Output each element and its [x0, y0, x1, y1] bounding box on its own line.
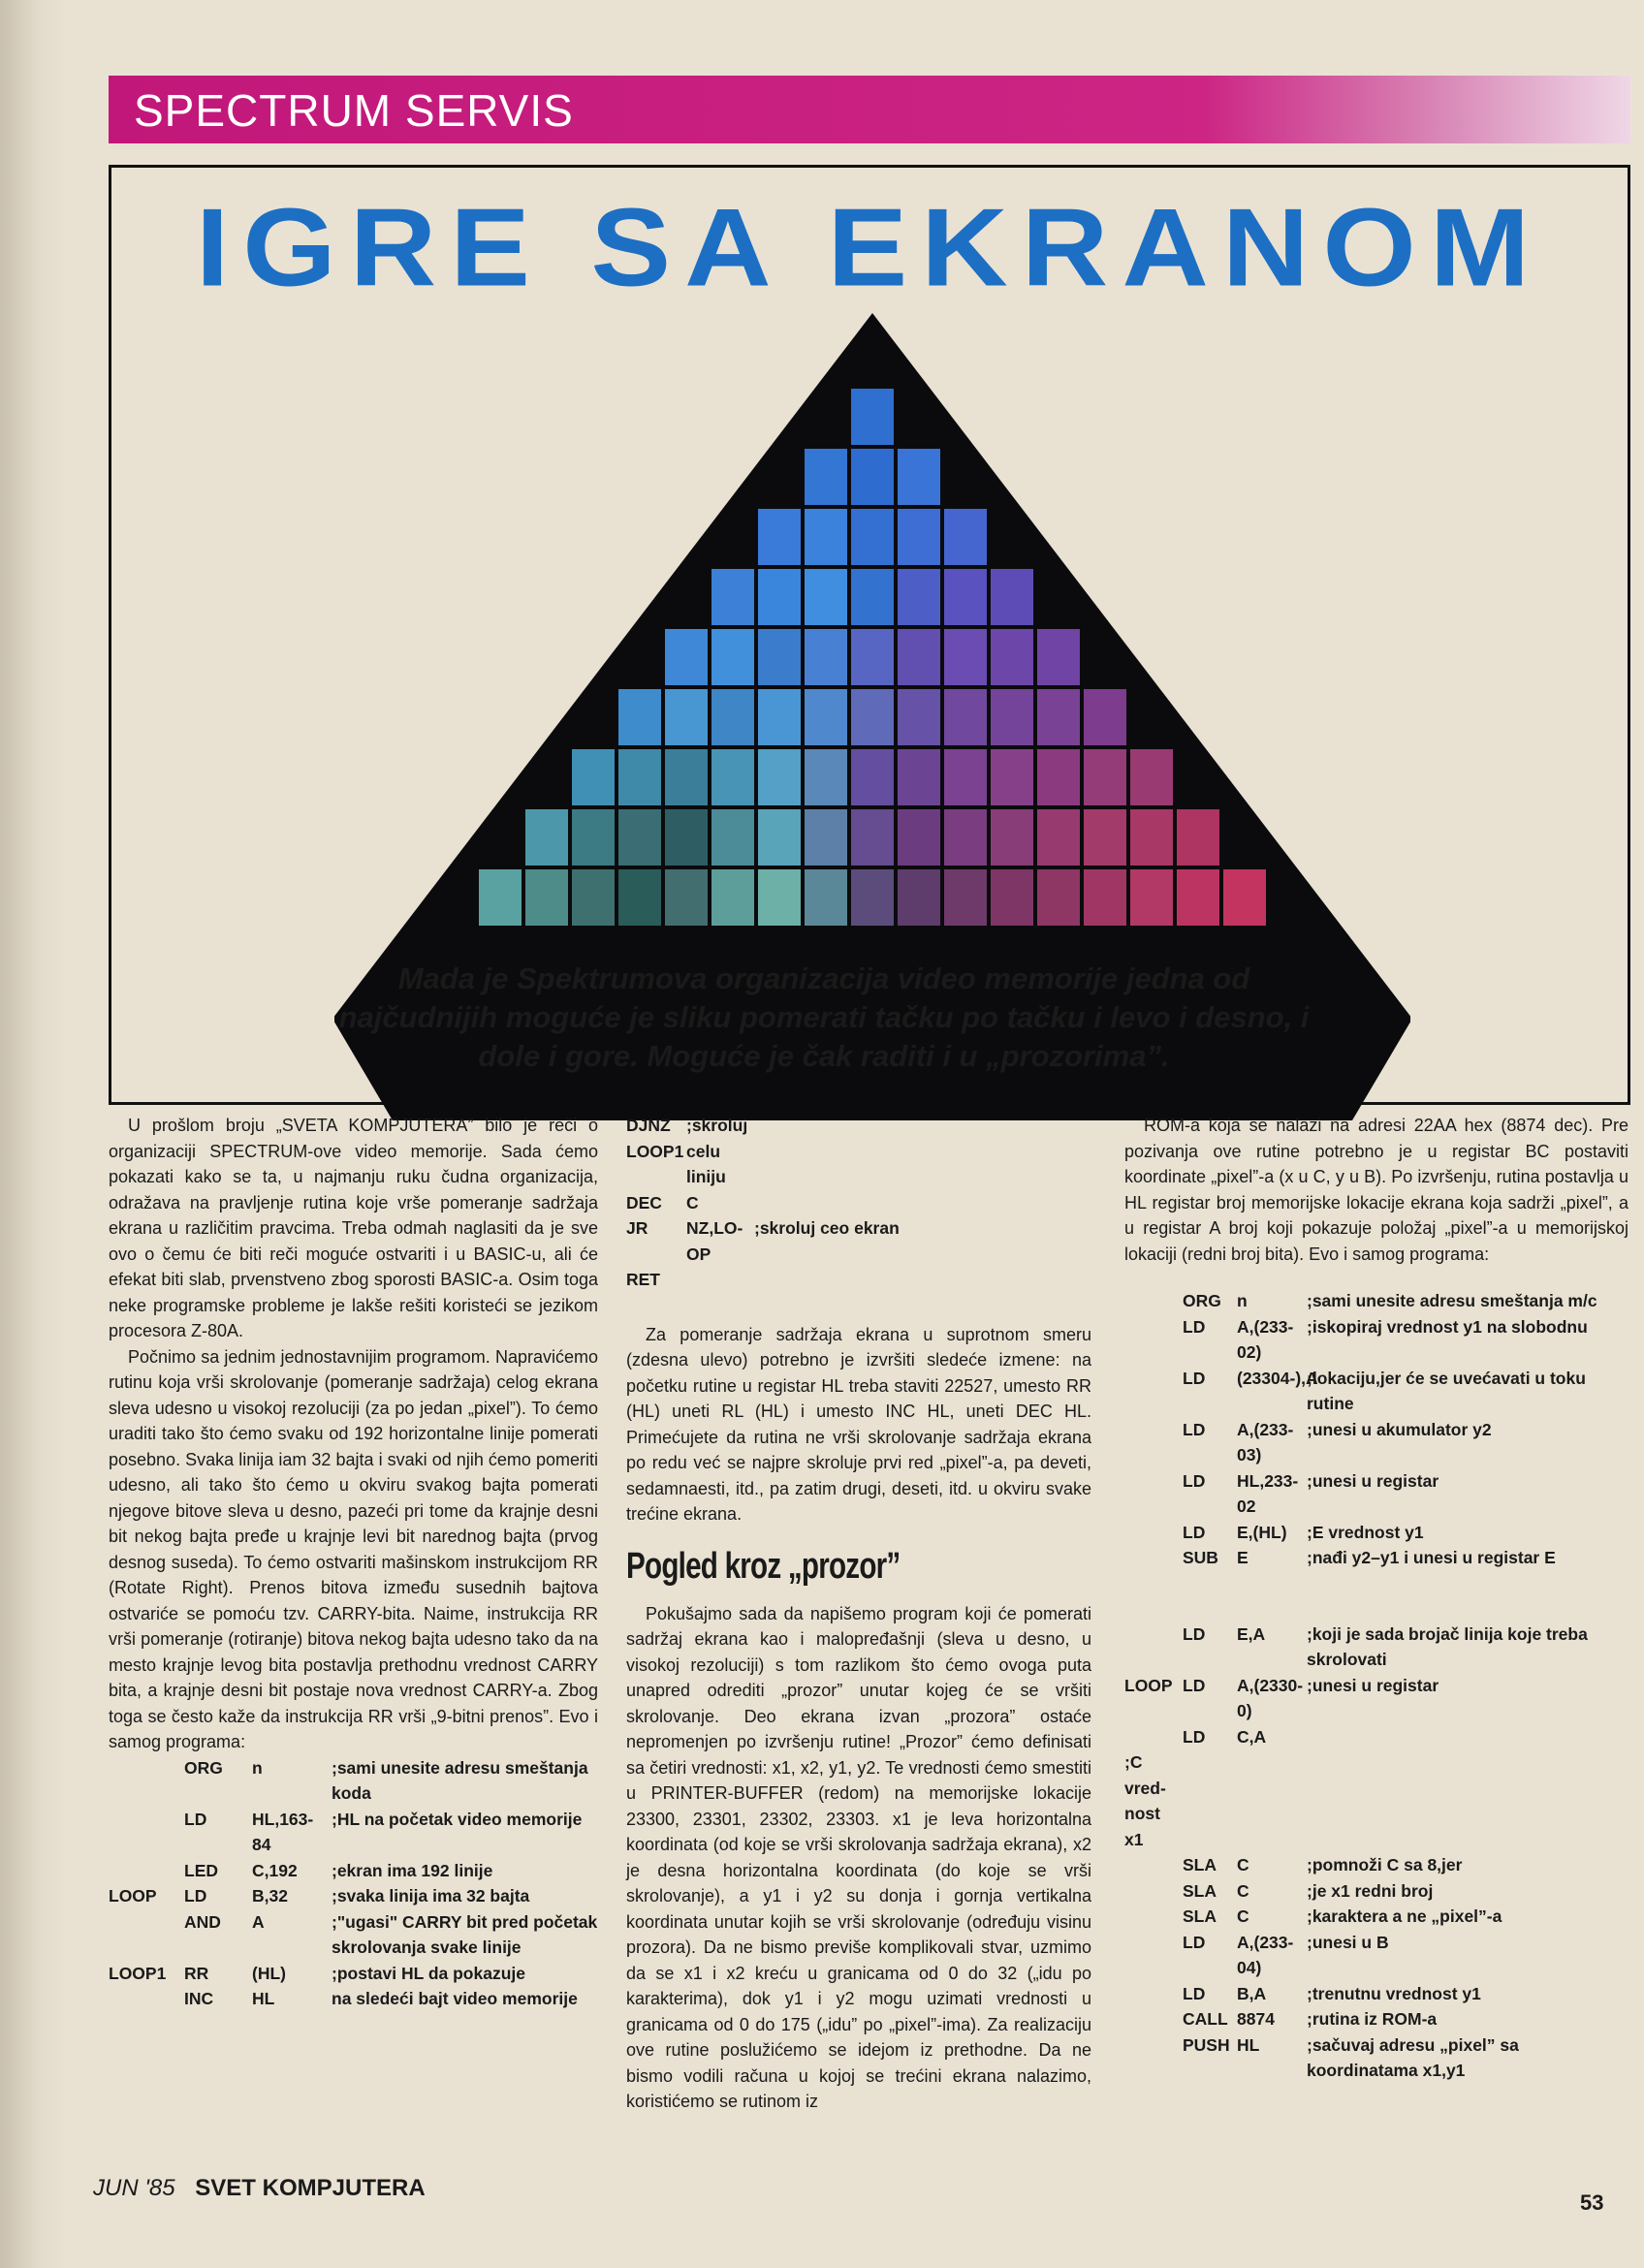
pyramid-cell	[1084, 749, 1126, 805]
code-cell: ;skroluj	[686, 1116, 748, 1135]
pyramid-cell	[898, 629, 940, 685]
code-cell: SLA	[1183, 1855, 1217, 1874]
pyramid-cell	[1037, 749, 1080, 805]
pyramid-cell	[758, 869, 801, 926]
code-cell	[1183, 1749, 1237, 1852]
code-cell: ;trenutnu vrednost y1	[1307, 1983, 1481, 2003]
code-cell: NZ,LO-	[686, 1218, 743, 1238]
pyramid-cell	[805, 629, 847, 685]
pyramid-cell	[758, 629, 801, 685]
code-cell: C	[686, 1192, 699, 1213]
pyramid-cell	[618, 749, 661, 805]
code-line	[109, 1883, 598, 1909]
pyramid-cell	[1177, 869, 1219, 926]
code-line	[109, 1858, 598, 1884]
code-cell	[1124, 1930, 1183, 1981]
pyramid-cell	[1037, 689, 1080, 745]
code-cell: LOOP1	[626, 1141, 684, 1161]
code-line	[1124, 1288, 1628, 1314]
code-cell: DEC	[626, 1192, 662, 1213]
pyramid-cell	[665, 629, 708, 685]
pyramid-cell	[1130, 749, 1173, 805]
code-line	[109, 1807, 598, 1858]
pyramid-cell	[851, 869, 894, 926]
pyramid-cell	[711, 569, 754, 625]
code-line	[1124, 1749, 1628, 1852]
code-line	[1124, 1622, 1628, 1673]
code-line	[626, 1267, 1091, 1293]
code-cell	[1307, 1724, 1628, 1750]
code-cell	[1124, 1724, 1183, 1750]
code-cell: (HL)	[252, 1963, 286, 1983]
pyramid-cell	[944, 509, 987, 565]
code-line	[1124, 1520, 1628, 1546]
code-cell: E,(HL)	[1237, 1522, 1287, 1542]
middle-column	[626, 1113, 1091, 2115]
code-cell: CALL	[1183, 2009, 1228, 2029]
code-cell	[1183, 1571, 1237, 1622]
issue-date: JUN '85	[93, 2175, 175, 2201]
code-cell: LED	[184, 1860, 218, 1880]
code-line	[1124, 1314, 1628, 1366]
code-cell	[1237, 1571, 1307, 1622]
code-cell	[1124, 1520, 1183, 1546]
pyramid-cell	[758, 509, 801, 565]
pyramid-cell	[805, 509, 847, 565]
pyramid-cell	[758, 809, 801, 866]
code-cell: ;je x1 redni broj	[1307, 1880, 1434, 1901]
pyramid-cell	[805, 809, 847, 866]
pyramid-cells	[479, 389, 1266, 926]
code-cell: ;unesi u registar	[1307, 1675, 1439, 1695]
code-cell: ;nađi y2–y1 i unesi u registar E	[1307, 1548, 1556, 1567]
code-listing-1	[109, 1755, 603, 2012]
pyramid-cell	[944, 569, 987, 625]
code-cell	[1124, 1878, 1183, 1905]
code-cell: LD	[1183, 1522, 1206, 1542]
code-cell: ;koji je sada brojač linija koje treba skrolovati	[1307, 1623, 1593, 1669]
pyramid-cell	[851, 389, 894, 445]
code-cell: na sledeći bajt video memorije	[332, 1989, 578, 2008]
code-cell	[1124, 1904, 1183, 1930]
code-cell: E,A	[1237, 1623, 1266, 1644]
code-cell: ORG	[1183, 1291, 1221, 1310]
pyramid-cell	[991, 569, 1033, 625]
pyramid-cell	[525, 869, 568, 926]
code-cell: LD	[1183, 1726, 1206, 1747]
page-number: 53	[1580, 2190, 1604, 2215]
code-line	[626, 1164, 1091, 1190]
code-cell: DJNZ	[626, 1116, 671, 1135]
code-cell: AND	[184, 1911, 221, 1932]
code-listing-2	[1124, 1288, 1628, 2084]
pyramid-cell	[991, 869, 1033, 926]
pyramid-cell	[805, 869, 847, 926]
code-cell: LD	[1183, 1368, 1206, 1388]
code-cell: ;sami unesite adresu smeštanja m/c	[1307, 1291, 1597, 1310]
code-cell: SLA	[1183, 1906, 1217, 1926]
pyramid-cell	[711, 809, 754, 866]
pyramid-cell	[1084, 809, 1126, 866]
pyramid-cell	[944, 629, 987, 685]
code-line	[626, 1113, 1091, 1139]
code-cell	[1307, 1749, 1628, 1852]
code-cell: HL,163-84	[252, 1809, 314, 1854]
pyramid-cell	[805, 449, 847, 505]
code-cell	[109, 1986, 184, 2012]
pyramid-cell	[805, 569, 847, 625]
pyramid-cell	[1177, 809, 1219, 866]
code-cell	[626, 1164, 686, 1190]
code-cell: LOOP	[1124, 1675, 1173, 1695]
pyramid-cell	[1130, 869, 1173, 926]
pyramid-cell	[898, 869, 940, 926]
pyramid-cell	[1084, 869, 1126, 926]
code-cell: C,A	[1237, 1726, 1267, 1747]
code-line	[1124, 1366, 1628, 1417]
pyramid-cell	[711, 869, 754, 926]
code-cell: LD	[1183, 1316, 1206, 1337]
pyramid-cell	[1037, 809, 1080, 866]
pyramid-cell	[851, 509, 894, 565]
code-cell: ;sačuvaj adresu „pixel” sa koordinatama x1,y1	[1307, 2034, 1524, 2080]
code-cell: ;unesi u registar	[1307, 1470, 1439, 1491]
code-cell	[1124, 1288, 1183, 1314]
code-cell: B,A	[1237, 1983, 1267, 2003]
code-cell: LD	[184, 1809, 207, 1829]
code-cell	[754, 1190, 1091, 1216]
code-line	[1124, 1571, 1628, 1622]
code-cell: PUSH	[1183, 2034, 1230, 2055]
pyramid-cell	[618, 809, 661, 866]
pyramid-cell	[851, 809, 894, 866]
code-cell: SLA	[1183, 1880, 1217, 1901]
pyramid-cell	[898, 509, 940, 565]
pyramid-cell	[572, 749, 615, 805]
code-line	[109, 1909, 603, 1961]
pyramid-cell	[991, 809, 1033, 866]
pyramid-cell	[851, 749, 894, 805]
code-cell: A,(233-02)	[1237, 1316, 1294, 1362]
code-cell: ;rutina iz ROM-a	[1307, 2009, 1438, 2029]
code-cell	[1124, 2032, 1183, 2084]
code-cell: HL	[1237, 2034, 1260, 2055]
code-cell: ;postavi HL da pokazuje	[332, 1963, 525, 1983]
code-cell	[109, 1807, 184, 1858]
pyramid-cell	[851, 449, 894, 505]
pyramid-cell	[711, 689, 754, 745]
code-line	[1124, 1468, 1628, 1520]
code-cell	[109, 1909, 184, 1961]
code-cell: A,(2330-0)	[1237, 1675, 1304, 1720]
deck-text: Mada je Spektrumova organizacija video memorije jedna od najčudnijih moguće je sliku pomerati tačku po tačku i levo i desno, i dole i gore. Moguće je čak raditi i u „prozorima”.	[338, 961, 1310, 1073]
section-title: SPECTRUM SERVIS	[134, 85, 574, 136]
code-cell: ;svaka linija ima 32 bajta	[332, 1886, 530, 1906]
pyramid-cell	[991, 689, 1033, 745]
code-cell: n	[252, 1757, 263, 1778]
pyramid-cell	[898, 569, 940, 625]
pyramid-cell	[711, 629, 754, 685]
pyramid-cell	[898, 749, 940, 805]
pyramid-cell	[665, 869, 708, 926]
code-cell: ;karaktera a ne „pixel”-a	[1307, 1906, 1502, 1926]
pyramid-cell	[758, 689, 801, 745]
pyramid-cell	[1037, 869, 1080, 926]
code-cell: ORG	[184, 1757, 223, 1778]
right-paragraph: ROM-a koja se nalazi na adresi 22AA hex (8874 dec). Pre pozivanja ove rutine potrebno je u registar BC postaviti koordinate „pixel”-a (x u C, y u B). Po izvršenju, rutina postavlja u HL registar broj memorijske lokacije ekrana koja sadrži „pixel”, a u registar A broj koji pokazuje položaj „pixel”-a u memorijskoj lokaciji (redni broj bita). Evo i samog programa:	[1124, 1116, 1628, 1264]
code-cell: JR	[626, 1218, 648, 1238]
pyramid-cell	[898, 689, 940, 745]
pyramid-cell	[618, 869, 661, 926]
code-cell: ;lokaciju,jer će se uvećavati u toku rutine	[1307, 1368, 1591, 1413]
code-cell: ;E vrednost y1	[1307, 1522, 1424, 1542]
code-cell: ;unesi u akumulator y2	[1307, 1419, 1492, 1439]
pyramid-cell	[944, 749, 987, 805]
pyramid-cell	[1037, 629, 1080, 685]
code-cell: RR	[184, 1963, 209, 1983]
left-paragraph-2: Počnimo sa jednim jednostavnijim programom. Napravićemo rutinu koja vrši skrolovanje (pomeranje sadržaja) celog ekrana sleva udesno u visokoj rezoluciji (za po jedan „pixel”). To ćemo uraditi tako što ćemo svaku od 192 horizontalne linije pomerati posebno. Svaka linija iam 32 bajta i svaki od njih ćemo pomeriti udesno, ali tako što ćemo u okviru svakog bajta pomerati njegove bitove sleva u desno, pazeći pri tome da krajnje desni bit nekog bajta pređe u krajnje levi bit narednog bajta (prvog desnog suseda). To ćemo ostvariti mašinskom instrukcijom RR (Rotate Right). Prenos bitova između susednih bajtova ostvariće se pomoću tzv. CARRY-bita. Naime, instrukcija RR vrši pomeranje (rotiranje) bitova nekog bajta udesno tako da na mesto krajnje levog bita postavlja prethodnu vrednost CARRY bita, a krajnje desni bit postaje nova vrednost CARRY-a. Zbog toga se često kaže da instrukcija RR vrši „9-bitni prenos”. Evo i samog programa:	[109, 1346, 598, 1751]
code-line	[109, 1986, 598, 2012]
pyramid-cell	[805, 689, 847, 745]
code-cell: liniju	[686, 1167, 726, 1186]
code-cell	[1124, 1981, 1183, 2007]
code-cell	[1307, 1571, 1628, 1622]
code-cell	[754, 1242, 1091, 1268]
code-cell: HL,233-02	[1237, 1470, 1299, 1516]
code-cell	[1237, 1749, 1307, 1852]
code-cell: C	[1237, 1880, 1249, 1901]
code-line	[626, 1242, 1091, 1268]
code-cell: C,192	[252, 1860, 298, 1880]
magazine-name: SVET KOMPJUTERA	[195, 2175, 426, 2201]
code-cell: A	[252, 1911, 265, 1932]
code-cell: LD	[1183, 1983, 1206, 2003]
code-cell	[686, 1267, 754, 1293]
code-line	[109, 1755, 598, 1807]
code-cell: ;iskopiraj vrednost y1 na slobodnu	[1307, 1316, 1588, 1337]
code-cell: ;HL na početak video memorije	[332, 1809, 583, 1829]
pyramid-cell	[665, 809, 708, 866]
code-line	[1124, 2006, 1628, 2032]
code-cell: C	[1237, 1906, 1249, 1926]
code-line	[1124, 2032, 1628, 2084]
code-cell: ;unesi u B	[1307, 1932, 1389, 1952]
code-cell: LD	[1183, 1932, 1206, 1952]
code-cell: 8874	[1237, 2009, 1275, 2029]
code-cell: ;C vred- nost x1	[1124, 1752, 1171, 1849]
pyramid-cell	[572, 809, 615, 866]
code-line	[1124, 1673, 1628, 1724]
pyramid-cell	[944, 869, 987, 926]
code-cell	[754, 1164, 1091, 1190]
pyramid-cell	[572, 869, 615, 926]
pyramid-cell	[525, 809, 568, 866]
code-line	[626, 1215, 1091, 1242]
code-cell	[1124, 1545, 1183, 1571]
pyramid-cell	[479, 869, 522, 926]
code-line	[1124, 1417, 1628, 1468]
code-cell	[754, 1267, 1091, 1293]
code-cell: LD	[184, 1886, 207, 1906]
pyramid-cell	[1130, 809, 1173, 866]
code-line	[626, 1139, 1091, 1165]
code-line	[626, 1190, 1091, 1216]
code-cell	[1124, 1852, 1183, 1878]
code-cell: (23304-),A	[1237, 1368, 1318, 1388]
code-cell: INC	[184, 1989, 214, 2008]
pyramid-cell	[1223, 869, 1266, 926]
code-cell	[1124, 1468, 1183, 1520]
pyramid-cell	[991, 749, 1033, 805]
pyramid-cell	[898, 809, 940, 866]
code-cell	[1124, 2006, 1183, 2032]
code-line	[1124, 1724, 1628, 1750]
pyramid-cell	[944, 689, 987, 745]
code-line	[1124, 1981, 1628, 2007]
left-paragraph-1: U prošlom broju „SVETA KOMPJUTERA” bilo je reči o organizaciji SPECTRUM-ove video memorije. Sada ćemo pokazati kako se ta, u najmanju ruku čudna organizacija, odražava na pravljenje rutina koje vrše pomeranje sadržaja ekrana u različitim pravcima. Treba odmah naglasiti da je sve ovo o čemu će biti reči moguće ostvariti i u BASIC-u, ali će efekat biti slab, prvenstveno zbog sporosti BASIC-a. Osim toga neke programske probleme je lakše rešiti koristeći se jezikom procesora Z-80A.	[109, 1116, 598, 1340]
code-line	[1124, 1930, 1628, 1981]
code-listing-1-continued	[626, 1113, 1091, 1293]
code-cell: celu	[686, 1141, 721, 1161]
section-banner	[109, 76, 1630, 143]
left-column	[109, 1113, 603, 2012]
code-cell: ;skroluj ceo ekran	[754, 1218, 900, 1238]
code-cell: A,(233-04)	[1237, 1932, 1294, 1977]
code-line	[109, 1961, 598, 1987]
code-cell: ;sami unesite adresu smeštanja koda	[332, 1757, 593, 1803]
code-cell	[109, 1755, 184, 1807]
code-cell: OP	[686, 1244, 711, 1264]
pyramid-cell	[898, 449, 940, 505]
subheading: Pogled kroz „prozor”	[626, 1545, 901, 1587]
code-cell	[1124, 1314, 1183, 1366]
code-line	[1124, 1878, 1628, 1905]
code-cell	[754, 1139, 1091, 1165]
code-cell: LD	[1183, 1419, 1206, 1439]
pyramid-cell	[665, 749, 708, 805]
code-cell: HL	[252, 1989, 275, 2008]
pyramid-cell	[851, 569, 894, 625]
code-cell: ;ekran ima 192 linije	[332, 1860, 493, 1880]
pyramid-cell	[851, 689, 894, 745]
pyramid-cell	[758, 569, 801, 625]
code-line	[1124, 1904, 1628, 1930]
code-cell: ;pomnoži C sa 8,jer	[1307, 1855, 1463, 1874]
code-cell: n	[1237, 1291, 1248, 1310]
pyramid-cell	[618, 689, 661, 745]
pyramid-cell	[805, 749, 847, 805]
code-cell: LOOP	[109, 1886, 157, 1906]
code-cell	[754, 1113, 1091, 1139]
code-cell: C	[1237, 1855, 1249, 1874]
middle-paragraph-1: Za pomeranje sadržaja ekrana u suprotnom smeru (zdesna ulevo) potrebno je izvršiti sledeće izmene: na početku rutine u registar HL treba staviti 22527, umesto RR (HL) uneti RL (HL) i umesto INC HL, uneti DEC HL. Primećujete da rutina ne vrši skrolovanje sadržaja ekrana po redu već se najpre skroluje prvi red „pixel”-a, pa deveti, sedamnaesti, itd., pa zatim drugi, deseti, itd. u okviru svake trećine ekrana.	[626, 1324, 1091, 1524]
middle-paragraph-2: Pokušajmo sada da napišemo program koji će pomerati sadržaj ekrana kao i malopređašnji (sleva u desno, u visokoj rezoluciji) s tom razlikom što ćemo ovoga puta unapred odrediti „prozor” unutar kojeg će se vršiti skrolovanje. Deo ekrana izvan „prozora” ostaće nepromenjen po izvršenju rutine! „Prozor” ćemo definisati sa četiri vrednosti: x1, x2, y1, y2. Te vrednosti ćemo smestiti u PRINTER-BUFFER (redom) na memorijske lokacije 23300, 23301, 23302, 23303. x1 je leva horizontalna koordinata (od koje se vrši skrolovanja sadržaja ekrana), x2 je desna horizontalna koordinata (do koje se vrši skrolovanje), a y1 i y2 su donja i gornja vertikalna koordinata unutar kojih se vrši skrolovanje (određuju visinu prozora). Da ne bismo previše komplikovali stvar, uzmimo da se x1 i x2 kreću u granicama od 0 do 32 („idu po karakterima), dok y1 i y2 mogu uzimati vrednosti u granicama od 0 do 175 („idu” po „pixel”-ima). Za realizaciju ove rutine poslužićemo se idejom iz prethodne. Da ne bismo vodili računa u kojoj se trećini ekrana nalazimo, koristićemo se rutinom iz	[626, 1603, 1091, 2111]
code-cell: ;"ugasi" CARRY bit pred početak skrolovanja svake linije	[332, 1911, 603, 1957]
pyramid-cell	[758, 749, 801, 805]
code-cell	[1124, 1417, 1183, 1468]
code-cell	[1124, 1622, 1183, 1673]
page-binding-shadow	[0, 0, 68, 2268]
pyramid-cell	[711, 749, 754, 805]
code-cell: B,32	[252, 1886, 288, 1906]
code-cell: A,(233-03)	[1237, 1419, 1294, 1465]
right-column	[1124, 1113, 1628, 2084]
code-cell	[109, 1858, 184, 1884]
code-cell: SUB	[1183, 1548, 1218, 1567]
footer	[93, 2175, 426, 2202]
headline: IGRE SA EKRANOM	[195, 186, 1544, 310]
code-cell: LD	[1183, 1675, 1206, 1695]
code-cell	[1124, 1366, 1183, 1417]
pyramid-cell	[665, 689, 708, 745]
pyramid-cell	[851, 629, 894, 685]
code-cell	[1124, 1571, 1183, 1622]
code-cell: LD	[1183, 1623, 1206, 1644]
pyramid-cell	[1084, 689, 1126, 745]
code-cell	[626, 1242, 686, 1268]
code-cell: E	[1237, 1548, 1249, 1567]
code-cell: LD	[1183, 1470, 1206, 1491]
pyramid-cell	[991, 629, 1033, 685]
code-cell: LOOP1	[109, 1963, 167, 1983]
code-line	[1124, 1852, 1628, 1878]
code-line	[1124, 1545, 1628, 1571]
code-cell: RET	[626, 1270, 660, 1289]
pyramid-cell	[944, 809, 987, 866]
